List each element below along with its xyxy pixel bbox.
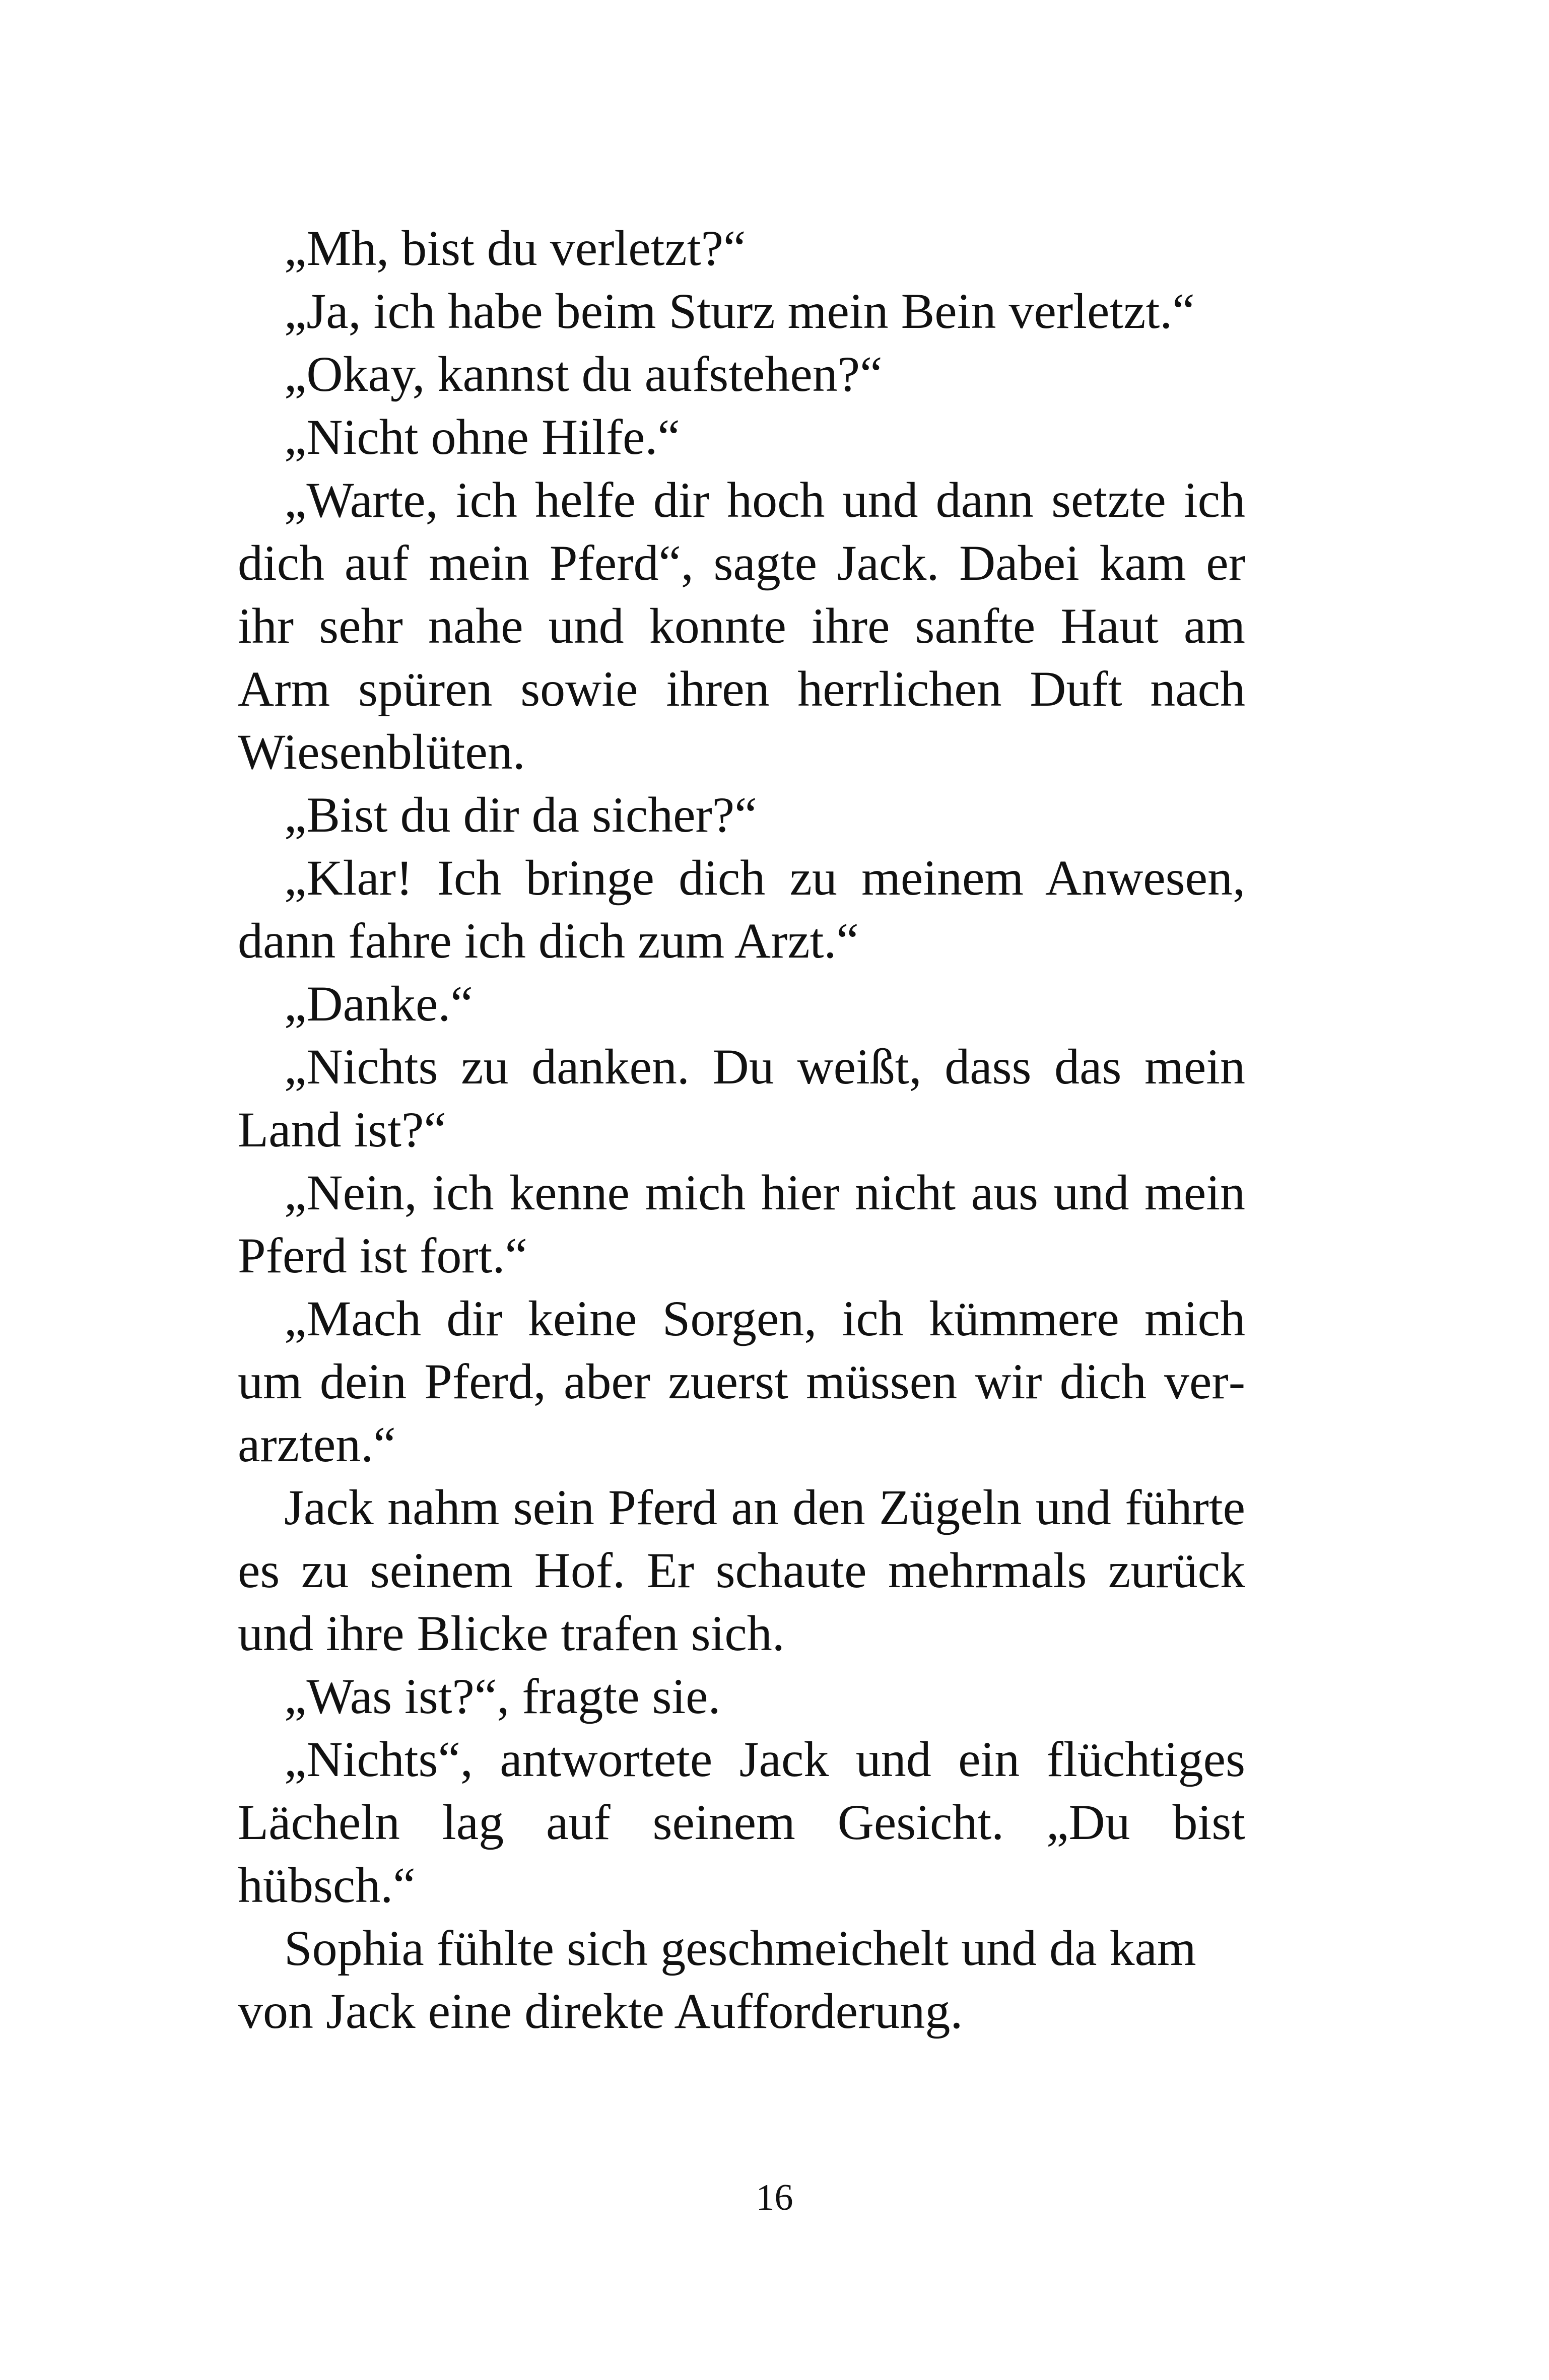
paragraph-7: „Klar! Ich bringe dich zu meinem Anwesen, dann fahre ich dich zum Arzt.“ [238, 850, 1245, 969]
paragraph-3: „Okay, kannst du aufstehen?“ [284, 346, 883, 402]
paragraph-13: „Was ist?“, fragte sie. [284, 1668, 721, 1724]
paragraph-4: „Nicht ohne Hilfe.“ [284, 409, 680, 465]
paragraph-2: „Ja, ich habe beim Sturz mein Bein verletzt.“ [284, 283, 1195, 339]
paragraph-10: „Nein, ich kenne mich hier nicht aus und mein Pferd ist fort.“ [238, 1165, 1245, 1283]
paragraph-12: Jack nahm sein Pferd an den Zügeln und führte es zu seinem Hof. Er schaute mehrmals zurück und ihre Blicke trafen sich. [238, 1479, 1245, 1661]
paragraph-9: „Nichts zu danken. Du weißt, dass das mein Land ist?“ [238, 1039, 1245, 1158]
paragraph-14: „Nichts“, antwortete Jack und ein flüchtiges Lächeln lag auf seinem Gesicht. „Du bist hübsch.“ [238, 1731, 1245, 1913]
paragraph-11: „Mach dir keine Sorgen, ich kümmere mich um dein Pferd, aber zuerst müssen wir dich verarzten.“ [238, 1290, 1245, 1472]
paragraph-6: „Bist du dir da sicher?“ [284, 787, 757, 843]
paragraph-5: „Warte, ich helfe dir hoch und dann setzte ich dich auf mein Pferd“, sagte Jack. Dabei kam er ihr sehr nahe und konnte ihre sanfte Haut am Arm spüren sowie ihren herrlichen Duft nach Wiesenblüten. [238, 472, 1245, 780]
paragraph-1: „Mh, bist du verletzt?“ [284, 220, 746, 276]
paragraph-8: „Danke.“ [284, 976, 473, 1032]
paragraph-15: Sophia fühlte sich geschmeichelt und da kam von Jack eine direkte Aufforderung. [238, 1920, 1196, 2039]
body-text [238, 217, 1245, 2043]
page-number: 16 [756, 2177, 793, 2218]
